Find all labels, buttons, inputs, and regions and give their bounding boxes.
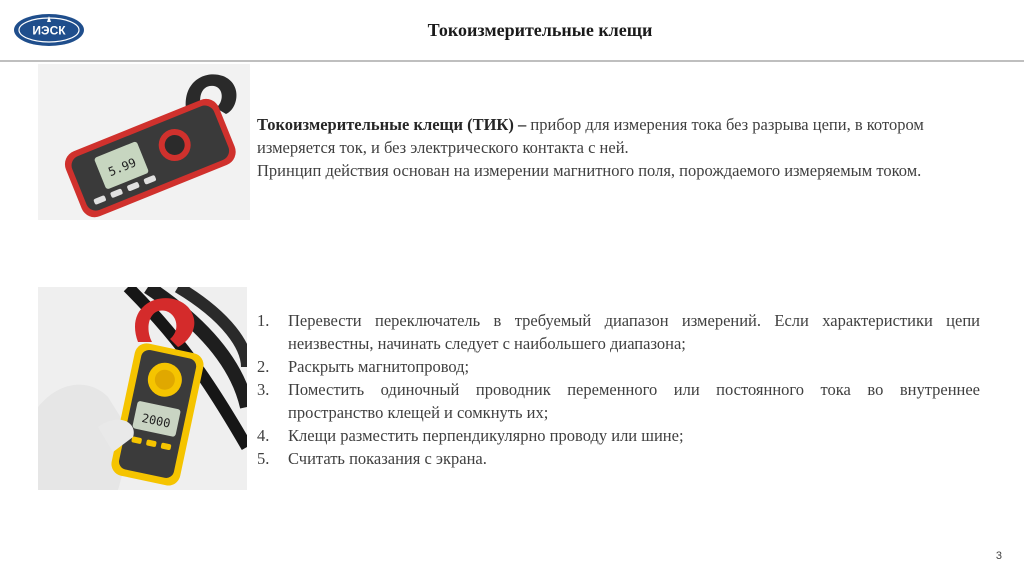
list-item: [257, 378, 980, 424]
definition-principle: Принцип действия основан на измерении магнитного поля, порождаемого измеряемым током.: [257, 161, 922, 180]
meter1-display: 5.99: [106, 155, 139, 180]
slide-header: [0, 0, 1024, 62]
list-item-number: 2.: [257, 357, 270, 376]
list-item-text: Считать показания с экрана.: [288, 449, 487, 468]
clamp-meter-photo-red: [38, 64, 250, 220]
logo-text: ИЭСК: [32, 23, 66, 38]
page-number: 3: [995, 550, 1002, 562]
list-item: [257, 424, 980, 447]
list-item-number: 3.: [257, 380, 270, 399]
procedure-list: [257, 309, 980, 470]
list-item-number: 1.: [257, 311, 270, 330]
list-item: [257, 309, 980, 355]
list-item-number: 4.: [257, 426, 270, 445]
definition-text: [257, 113, 987, 182]
header-divider: [0, 60, 1024, 62]
meter2-display: 2000: [140, 410, 172, 431]
list-item-text: Клещи разместить перпендикулярно проводу или шине;: [288, 426, 684, 445]
definition-body: прибор для измерения тока без разрыва цепи, в котором измеряется ток, и без электрического контакта с ней.: [257, 115, 924, 157]
list-item-text: Перевести переключатель в требуемый диапазон измерений. Если характеристики цепи неизвестны, начинать следует с наибольшего диапазона;: [288, 311, 980, 353]
definition-term: Токоизмерительные клещи (ТИК) –: [257, 115, 527, 134]
clamp-meter-photo-yellow: [38, 287, 247, 490]
page-title: Токоизмерительные клещи: [427, 20, 653, 40]
clamp-meter-yellow-illustration: [38, 287, 247, 490]
list-item: [257, 355, 980, 378]
list-item-number: 5.: [257, 449, 270, 468]
list-item-text: Раскрыть магнитопровод;: [288, 357, 470, 376]
list-item: [257, 447, 980, 470]
clamp-meter-red-illustration: [38, 64, 250, 220]
list-item-text: Поместить одиночный проводник переменного или постоянного тока во внутреннее пространство клещей и сомкнуть их;: [288, 380, 980, 422]
